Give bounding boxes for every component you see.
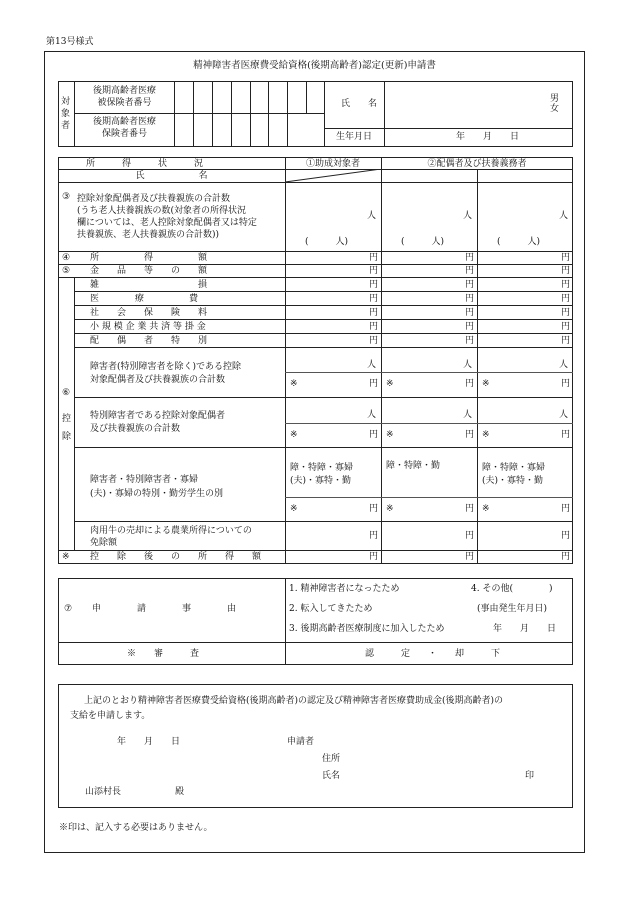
birth-date-field[interactable]: 年 月 日	[456, 132, 520, 142]
name-label: 氏 名	[341, 99, 378, 109]
deduction-label: 控 除	[62, 414, 72, 442]
disabled-dependents-label: 障害者(特別障害者を除く)である控除 対象配偶者及び扶養親族の合計数	[90, 362, 242, 385]
declaration-text: 上記のとおり精神障害者医療費受給資格(後期高齢者)の認定及び精神障害者医療費助成金(後期高齢者)の	[84, 696, 504, 706]
deduction-item: 配 偶 者 特 別	[90, 336, 208, 346]
name-field[interactable]	[385, 82, 535, 127]
reason-option[interactable]: 1. 精神障害者になったため	[289, 584, 400, 594]
seal-mark: 印	[525, 771, 535, 781]
sex-male[interactable]: 男	[550, 94, 560, 104]
applicant-name-label: 氏名	[322, 771, 341, 781]
income-amount-label: 所 得 額	[90, 253, 208, 263]
form-title: 精神障害者医療費受給資格(後期高齢者)認定(更新)申請書	[193, 60, 436, 71]
deduction-item: 社 会 保 険 料	[90, 308, 208, 318]
name-row-label: 氏 名	[135, 171, 208, 181]
form-id: 第13号様式	[46, 37, 94, 47]
application-reason-label: 申 請 事 由	[92, 604, 237, 614]
income-status-header: 所 得 状 況	[86, 159, 204, 169]
goods-amount-label: 金 品 等 の 額	[90, 266, 208, 276]
status-option-col2[interactable]: 障・特障・勤	[386, 461, 441, 471]
diagonal-slash	[285, 169, 381, 182]
insured-number-label: 後期高齢者医療 被保険者番号	[92, 86, 156, 108]
application-date-field[interactable]: 年 月 日	[117, 737, 181, 747]
status-option-col3[interactable]: 障・特障・寡婦 (夫)・寡特・勤	[482, 463, 546, 486]
applicant-label: 申請者	[287, 737, 315, 747]
review-label: ※ 審 査	[127, 649, 200, 659]
deduction-item: 雑 損	[90, 280, 208, 290]
reason-option[interactable]: 2. 転入してきたため	[289, 604, 373, 614]
decision-label: 認 定 ・ 却 下	[365, 649, 501, 659]
beef-exemption-label: 肉用牛の売却による農業所得についての 免除額	[90, 526, 252, 548]
sex-female[interactable]: 女	[550, 104, 560, 114]
birth-label: 生年月日	[336, 132, 373, 142]
special-disabled-label: 特別障害者である控除対象配偶者 及び扶養親族の合計数	[90, 411, 226, 434]
addressee: 山添村長	[85, 787, 122, 797]
deduction-item: 医 療 費	[90, 294, 199, 304]
insurer-number-label: 後期高齢者医療 保険者番号	[92, 117, 156, 139]
deduction-item: 小 規 模 企 業 共 済 等 掛 金	[90, 322, 206, 332]
col2-header: ②配偶者及び扶養義務者	[427, 159, 527, 169]
reason-option[interactable]: 3. 後期高齢者医療制度に加入したため	[289, 624, 445, 634]
reason-date-field[interactable]: 年 月 日	[493, 624, 557, 634]
row3-label: 控除対象配偶者及び扶養親族の合計数 (うち老人扶養親族の数(対象者の所得状況 欄については、老人控除対象配偶者又は特定 扶養親族、老人扶養親族の合計数))	[77, 194, 257, 240]
subject-label: 対 象 者	[61, 97, 71, 131]
after-deduction-label: 控 除 後 の 所 得 額	[90, 552, 262, 562]
reason-option[interactable]: 4. その他( )	[471, 584, 553, 594]
col1-header: ①助成対象者	[305, 159, 360, 169]
footnote: ※印は、記入する必要はありません。	[59, 823, 213, 833]
address-label: 住所	[322, 754, 341, 764]
status-label: 障害者・特別障害者・寡婦 (夫)・寡婦の特別・勤労学生の別	[90, 475, 224, 499]
status-option-col1[interactable]: 障・特障・寡婦 (夫)・寡特・勤	[290, 463, 354, 486]
